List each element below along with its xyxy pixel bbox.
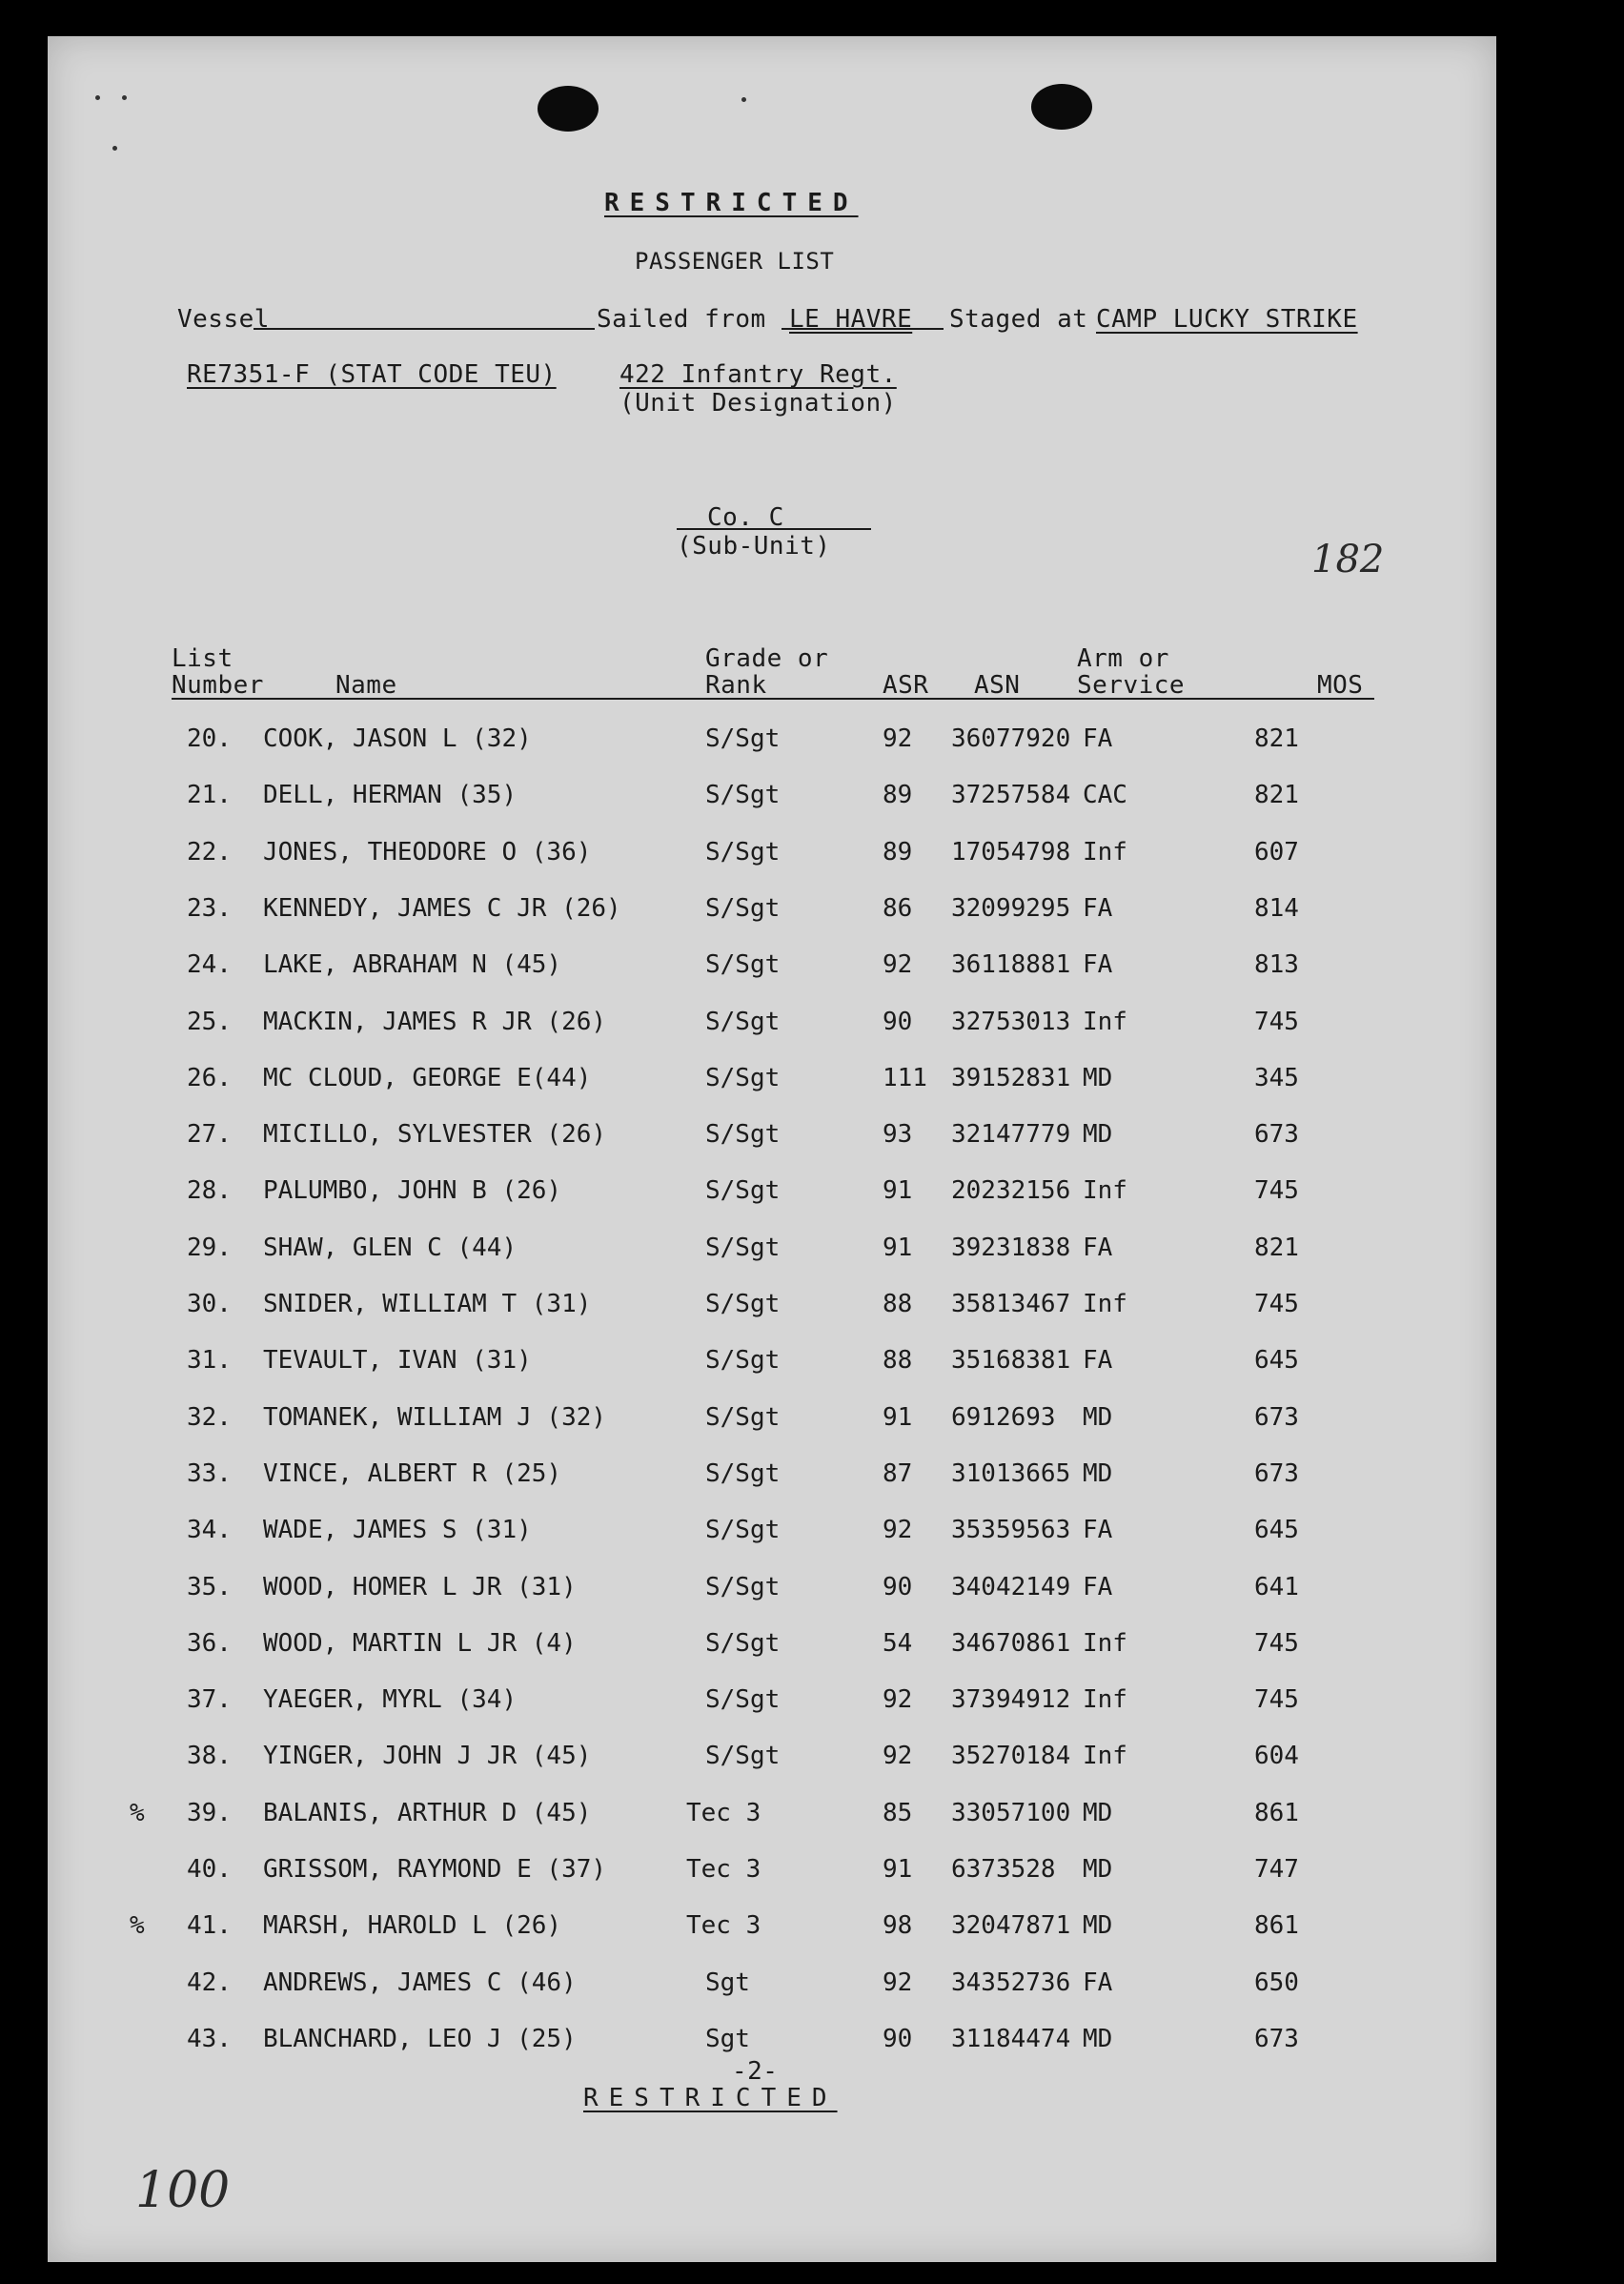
row-asr: 87	[883, 1458, 913, 1488]
table-row	[48, 1799, 1496, 1837]
row-asr: 89	[883, 837, 913, 867]
row-asn: 36077920	[951, 724, 1071, 753]
row-asn: 39152831	[951, 1063, 1071, 1092]
row-list-number: 20.	[187, 724, 232, 753]
row-mos: 745	[1254, 1176, 1299, 1206]
row-list-number: 42.	[187, 1968, 232, 1997]
table-row	[48, 894, 1496, 932]
row-asn: 37394912	[951, 1685, 1071, 1715]
row-arm: FA	[1083, 950, 1113, 980]
row-name: KENNEDY, JAMES C JR (26)	[263, 893, 621, 923]
row-arm: MD	[1083, 1063, 1113, 1092]
row-mos: 607	[1254, 837, 1299, 867]
row-rank: S/Sgt	[705, 724, 781, 753]
row-arm: FA	[1083, 893, 1113, 923]
row-arm: MD	[1083, 1798, 1113, 1827]
col-asn: ASN	[974, 671, 1021, 700]
speck	[741, 97, 746, 102]
row-rank: Tec 3	[686, 1855, 761, 1884]
row-name: MICILLO, SYLVESTER (26)	[263, 1120, 607, 1150]
row-asr: 90	[883, 1572, 913, 1601]
table-row	[48, 1742, 1496, 1780]
row-rank: S/Sgt	[705, 1402, 781, 1432]
row-mos: 641	[1254, 1572, 1299, 1601]
handwritten-page-number: 182	[1311, 538, 1385, 581]
row-mos: 821	[1254, 1233, 1299, 1262]
row-mos: 745	[1254, 1628, 1299, 1658]
row-asr: 92	[883, 1742, 913, 1771]
col-arm-1: Arm or	[1077, 644, 1169, 673]
speck	[112, 146, 117, 151]
row-name: SHAW, GLEN C (44)	[263, 1233, 518, 1262]
col-asr: ASR	[883, 671, 929, 700]
unit-caption: (Unit Designation)	[619, 389, 897, 418]
row-list-number: 22.	[187, 837, 232, 867]
row-rank: Sgt	[705, 1968, 750, 1997]
row-name: ANDREWS, JAMES C (46)	[263, 1968, 577, 1997]
table-row	[48, 1573, 1496, 1611]
table-row	[48, 1008, 1496, 1046]
row-rank: S/Sgt	[705, 1007, 781, 1036]
table-row	[48, 1911, 1496, 1949]
row-asn: 34042149	[951, 1572, 1071, 1601]
row-list-number: 34.	[187, 1516, 232, 1545]
table-row	[48, 1234, 1496, 1272]
row-name: YAEGER, MYRL (34)	[263, 1685, 518, 1715]
row-rank: S/Sgt	[705, 1233, 781, 1262]
sailed-from-value: LE HAVRE	[789, 305, 913, 334]
staged-at-label: Staged at	[949, 305, 1088, 334]
row-rank: S/Sgt	[705, 950, 781, 980]
row-asn: 35813467	[951, 1290, 1071, 1318]
row-rank: S/Sgt	[705, 893, 781, 923]
classification-top: RESTRICTED	[604, 189, 859, 217]
row-asr: 111	[883, 1063, 927, 1092]
row-asn: 31013665	[951, 1458, 1071, 1488]
table-row	[48, 1064, 1496, 1102]
row-mos: 747	[1254, 1855, 1299, 1884]
page-number: -2-	[732, 2057, 779, 2086]
row-rank: S/Sgt	[705, 1120, 781, 1150]
row-rank: S/Sgt	[705, 1628, 781, 1658]
row-arm: FA	[1083, 724, 1113, 753]
stat-code: RE7351-F (STAT CODE TEU)	[187, 360, 557, 389]
row-arm: FA	[1083, 1968, 1113, 1997]
row-mos: 673	[1254, 1402, 1299, 1432]
row-name: GRISSOM, RAYMOND E (37)	[263, 1855, 607, 1884]
row-name: MACKIN, JAMES R JR (26)	[263, 1007, 607, 1036]
row-arm: Inf	[1083, 1290, 1127, 1318]
row-mos: 813	[1254, 950, 1299, 980]
row-asn: 32753013	[951, 1007, 1071, 1036]
row-asr: 90	[883, 1007, 913, 1036]
table-row	[48, 1403, 1496, 1441]
row-arm: MD	[1083, 1855, 1113, 1884]
row-arm: Inf	[1083, 1742, 1127, 1771]
row-list-number: 40.	[187, 1855, 232, 1884]
row-asn: 32147779	[951, 1120, 1071, 1150]
row-name: DELL, HERMAN (35)	[263, 781, 518, 810]
row-rank: S/Sgt	[705, 1742, 781, 1771]
row-list-number: 41.	[187, 1911, 232, 1941]
row-asr: 98	[883, 1911, 913, 1941]
row-name: BALANIS, ARTHUR D (45)	[263, 1798, 592, 1827]
row-arm: Inf	[1083, 837, 1127, 867]
row-asr: 88	[883, 1346, 913, 1376]
row-arm: Inf	[1083, 1176, 1127, 1206]
row-list-number: 28.	[187, 1176, 232, 1206]
row-mos: 673	[1254, 2024, 1299, 2053]
row-arm: FA	[1083, 1516, 1113, 1545]
sailed-from-line	[782, 328, 944, 330]
speck	[95, 95, 100, 100]
col-arm-2: Service	[1077, 671, 1186, 700]
col-mos: MOS	[1317, 671, 1364, 700]
row-list-number: 25.	[187, 1007, 232, 1036]
row-arm: Inf	[1083, 1685, 1127, 1715]
row-asr: 54	[883, 1628, 913, 1658]
row-arm: Inf	[1083, 1628, 1127, 1658]
row-mos: 345	[1254, 1063, 1299, 1092]
row-list-number: 43.	[187, 2024, 232, 2053]
row-mos: 821	[1254, 724, 1299, 753]
row-name: PALUMBO, JOHN B (26)	[263, 1176, 562, 1206]
row-arm: MD	[1083, 1120, 1113, 1150]
row-mos: 673	[1254, 1458, 1299, 1488]
table-row	[48, 1855, 1496, 1893]
row-name: MARSH, HAROLD L (26)	[263, 1911, 562, 1941]
row-arm: Inf	[1083, 1007, 1127, 1036]
row-asr: 89	[883, 781, 913, 810]
row-rank: Tec 3	[686, 1798, 761, 1827]
row-arm: MD	[1083, 1458, 1113, 1488]
table-row	[48, 781, 1496, 819]
subunit-caption: (Sub-Unit)	[677, 532, 831, 561]
row-mos: 861	[1254, 1798, 1299, 1827]
row-asr: 90	[883, 2024, 913, 2053]
row-rank: S/Sgt	[705, 781, 781, 810]
punch-hole	[1031, 84, 1092, 130]
sailed-from-label: Sailed from	[597, 305, 766, 334]
row-asn: 33057100	[951, 1798, 1071, 1827]
row-asn: 35359563	[951, 1516, 1071, 1545]
vessel-blank	[254, 328, 595, 330]
row-list-number: 32.	[187, 1402, 232, 1432]
row-asn: 34670861	[951, 1628, 1071, 1658]
speck	[122, 95, 127, 100]
row-asr: 92	[883, 950, 913, 980]
row-asn: 34352736	[951, 1968, 1071, 1997]
row-mark: %	[130, 1798, 145, 1827]
row-list-number: 35.	[187, 1572, 232, 1601]
row-list-number: 37.	[187, 1685, 232, 1715]
row-rank: S/Sgt	[705, 1290, 781, 1318]
row-name: TOMANEK, WILLIAM J (32)	[263, 1402, 607, 1432]
row-asr: 86	[883, 893, 913, 923]
table-row	[48, 1346, 1496, 1384]
row-name: BLANCHARD, LEO J (25)	[263, 2024, 577, 2053]
row-name: COOK, JASON L (32)	[263, 724, 532, 753]
vessel-label: Vessel	[177, 305, 270, 334]
row-list-number: 23.	[187, 893, 232, 923]
row-rank: S/Sgt	[705, 1458, 781, 1488]
row-name: WOOD, HOMER L JR (31)	[263, 1572, 577, 1601]
col-list-number-1: List	[172, 644, 233, 673]
table-row	[48, 724, 1496, 763]
table-row	[48, 1968, 1496, 2007]
row-name: WADE, JAMES S (31)	[263, 1516, 532, 1545]
row-arm: FA	[1083, 1572, 1113, 1601]
row-asn: 31184474	[951, 2024, 1071, 2053]
row-list-number: 30.	[187, 1290, 232, 1318]
row-list-number: 29.	[187, 1233, 232, 1262]
row-arm: MD	[1083, 1402, 1113, 1432]
col-list-number-2: Number	[172, 671, 264, 700]
row-mos: 814	[1254, 893, 1299, 923]
subunit-value: Co. C	[707, 503, 784, 532]
col-grade-1: Grade or	[705, 644, 829, 673]
row-asr: 91	[883, 1855, 913, 1884]
row-asn: 36118881	[951, 950, 1071, 980]
row-arm: MD	[1083, 2024, 1113, 2053]
row-asn: 37257584	[951, 781, 1071, 810]
row-asn: 17054798	[951, 837, 1071, 867]
row-asn: 20232156	[951, 1176, 1071, 1206]
row-rank: Tec 3	[686, 1911, 761, 1941]
row-list-number: 21.	[187, 781, 232, 810]
row-rank: S/Sgt	[705, 1572, 781, 1601]
table-row	[48, 1629, 1496, 1667]
row-asn: 6912693	[951, 1402, 1056, 1432]
row-list-number: 38.	[187, 1742, 232, 1771]
row-name: MC CLOUD, GEORGE E(44)	[263, 1063, 592, 1092]
unit-designation: 422 Infantry Regt.	[619, 360, 897, 389]
row-asr: 88	[883, 1290, 913, 1318]
col-grade-2: Rank	[705, 671, 767, 700]
row-asn: 39231838	[951, 1233, 1071, 1262]
row-rank: S/Sgt	[705, 1063, 781, 1092]
handwritten-number: 100	[135, 2162, 231, 2219]
table-row	[48, 838, 1496, 876]
row-rank: S/Sgt	[705, 1516, 781, 1545]
row-list-number: 39.	[187, 1798, 232, 1827]
row-mos: 861	[1254, 1911, 1299, 1941]
table-row	[48, 1120, 1496, 1158]
subunit-line	[677, 528, 871, 530]
row-rank: S/Sgt	[705, 1176, 781, 1206]
row-name: VINCE, ALBERT R (25)	[263, 1458, 562, 1488]
staged-at-value: CAMP LUCKY STRIKE	[1096, 305, 1358, 334]
row-asr: 91	[883, 1233, 913, 1262]
row-arm: CAC	[1083, 781, 1127, 810]
row-rank: S/Sgt	[705, 837, 781, 867]
row-asr: 92	[883, 724, 913, 753]
row-asn: 35270184	[951, 1742, 1071, 1771]
classification-bottom: RESTRICTED	[583, 2084, 838, 2112]
row-mos: 745	[1254, 1007, 1299, 1036]
row-arm: FA	[1083, 1346, 1113, 1376]
table-row	[48, 1685, 1496, 1723]
row-asn: 35168381	[951, 1346, 1071, 1376]
row-name: WOOD, MARTIN L JR (4)	[263, 1628, 577, 1658]
row-asr: 91	[883, 1176, 913, 1206]
row-asr: 85	[883, 1798, 913, 1827]
row-mos: 745	[1254, 1290, 1299, 1318]
row-asr: 92	[883, 1968, 913, 1997]
table-row	[48, 1516, 1496, 1554]
table-row	[48, 1290, 1496, 1328]
row-list-number: 24.	[187, 950, 232, 980]
row-asn: 6373528	[951, 1855, 1056, 1884]
row-arm: MD	[1083, 1911, 1113, 1941]
table-row	[48, 1459, 1496, 1498]
row-asr: 92	[883, 1516, 913, 1545]
punch-hole	[538, 86, 599, 132]
table-row	[48, 950, 1496, 989]
row-name: YINGER, JOHN J JR (45)	[263, 1742, 592, 1771]
row-rank: Sgt	[705, 2024, 750, 2053]
header-rule	[172, 698, 1374, 700]
col-name: Name	[335, 671, 397, 700]
document-title: PASSENGER LIST	[635, 248, 835, 275]
row-mos: 673	[1254, 1120, 1299, 1150]
row-mark: %	[130, 1911, 145, 1941]
row-rank: S/Sgt	[705, 1685, 781, 1715]
row-asr: 93	[883, 1120, 913, 1150]
row-name: JONES, THEODORE O (36)	[263, 837, 592, 867]
row-list-number: 33.	[187, 1458, 232, 1488]
row-list-number: 27.	[187, 1120, 232, 1150]
row-asr: 91	[883, 1402, 913, 1432]
row-name: LAKE, ABRAHAM N (45)	[263, 950, 562, 980]
row-list-number: 31.	[187, 1346, 232, 1376]
row-mos: 745	[1254, 1685, 1299, 1715]
table-row	[48, 1176, 1496, 1214]
row-asn: 32099295	[951, 893, 1071, 923]
row-list-number: 26.	[187, 1063, 232, 1092]
row-rank: S/Sgt	[705, 1346, 781, 1376]
row-mos: 604	[1254, 1742, 1299, 1771]
row-list-number: 36.	[187, 1628, 232, 1658]
row-asr: 92	[883, 1685, 913, 1715]
row-mos: 645	[1254, 1516, 1299, 1545]
row-mos: 650	[1254, 1968, 1299, 1997]
row-mos: 645	[1254, 1346, 1299, 1376]
row-name: TEVAULT, IVAN (31)	[263, 1346, 532, 1376]
document-page	[48, 36, 1496, 2262]
row-mos: 821	[1254, 781, 1299, 810]
row-name: SNIDER, WILLIAM T (31)	[263, 1290, 592, 1318]
row-asn: 32047871	[951, 1911, 1071, 1941]
row-arm: FA	[1083, 1233, 1113, 1262]
